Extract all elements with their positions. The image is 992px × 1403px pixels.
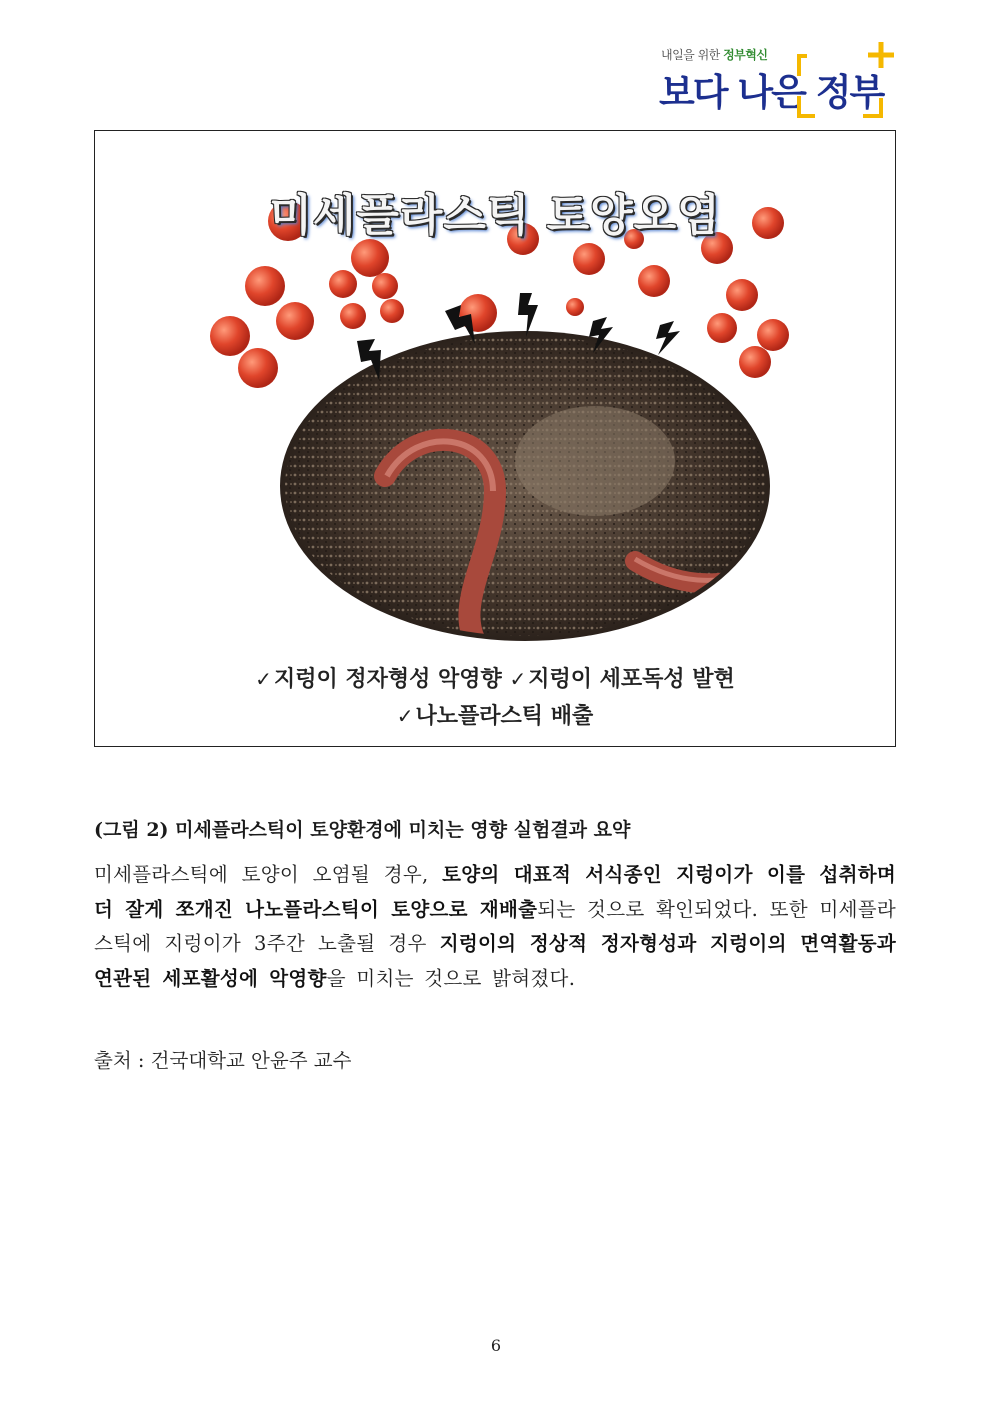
bullet-text: 지렁이 세포독성 발현 bbox=[528, 667, 735, 692]
source-credit: 출처 : 건국대학교 안윤주 교수 bbox=[94, 1049, 352, 1072]
microplastic-bead-icon bbox=[372, 273, 398, 299]
government-innovation-logo bbox=[655, 38, 900, 122]
figure-microplastic-soil bbox=[94, 130, 896, 747]
microplastic-bead-icon bbox=[739, 346, 771, 378]
microplastic-bead-icon bbox=[351, 239, 389, 277]
body-paragraph: 미세플라스틱에 토양이 오염될 경우, 토양의 대표적 서식종인 지렁이가 이를 섭취하며 더 잘게 쪼개진 나노플라스틱이 토양으로 재배출되는 것으로 확인되었다. 또한 미세플라스틱에 지렁이가 3주간 노출될 경우 지렁이의 정상적 정자형성과 지렁이의 면역활동과 연관된 세포활성에 악영향을 미치는 것으로 밝혀졌다. bbox=[94, 863, 897, 990]
bullet-line-1 bbox=[95, 661, 895, 698]
bullet-text: 지렁이 정자형성 악영향 bbox=[273, 667, 502, 692]
page-number: 6 bbox=[490, 1336, 502, 1355]
microplastic-bead-icon bbox=[340, 303, 366, 329]
microplastic-bead-icon bbox=[329, 270, 357, 298]
lightning-bolt-icon bbox=[518, 293, 538, 337]
microplastic-bead-icon bbox=[757, 319, 789, 351]
microplastic-bead-icon bbox=[210, 316, 250, 356]
check-icon: ✓ bbox=[396, 704, 414, 728]
figure-caption: (그림 2) 미세플라스틱이 토양환경에 미치는 영향 실험결과 요약 bbox=[94, 819, 631, 841]
microplastic-bead-icon bbox=[459, 294, 497, 332]
microplastic-bead-icon bbox=[245, 266, 285, 306]
microplastic-bead-icon bbox=[238, 348, 278, 388]
microplastic-bead-icon bbox=[566, 298, 584, 316]
microplastic-bead-icon bbox=[638, 265, 670, 297]
microplastic-bead-icon bbox=[707, 313, 737, 343]
lightning-bolt-icon bbox=[656, 321, 680, 355]
figure-bullet-list bbox=[95, 661, 895, 735]
logo-bracket-plus-icon bbox=[793, 38, 903, 122]
check-icon: ✓ bbox=[509, 667, 527, 691]
microplastic-bead-icon bbox=[726, 279, 758, 311]
microplastic-bead-icon bbox=[573, 243, 605, 275]
microplastic-bead-icon bbox=[380, 299, 404, 323]
bullet-text: 나노플라스틱 배출 bbox=[415, 704, 594, 729]
logo-main-text: 보다 나은 정부 bbox=[659, 71, 884, 114]
logo-tagline: 내일을 위한 정부혁신 bbox=[661, 48, 768, 62]
bullet-line-2 bbox=[95, 698, 895, 735]
figure-title: 미세플라스틱 토양오염 bbox=[269, 190, 721, 241]
microplastic-bead-icon bbox=[276, 302, 314, 340]
check-icon: ✓ bbox=[255, 667, 272, 691]
soil-image bbox=[275, 331, 775, 651]
